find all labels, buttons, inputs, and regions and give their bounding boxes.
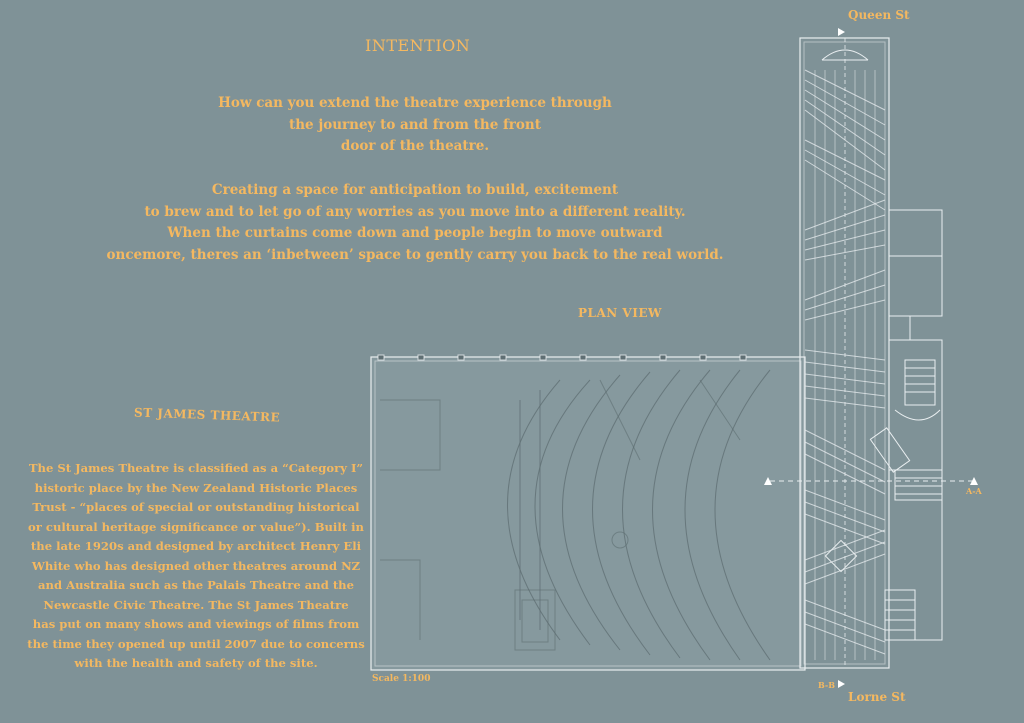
side-room-1: [889, 210, 942, 256]
intention-line: to brew and to let go of any worries as you move into a different reality.: [144, 203, 686, 220]
description-line: with the health and safety of the site.: [74, 656, 318, 670]
scale-label: Scale 1:100: [372, 674, 431, 684]
intention-line: oncemore, theres an ‘inbetween’ space to gently carry you back to the real world.: [106, 246, 724, 263]
description-line: The St James Theatre is classified as a “Category I”: [28, 461, 364, 475]
description-line: White who has designed other theatres around NZ: [31, 558, 361, 573]
description-line: has put on many shows and viewings of films from: [32, 617, 360, 631]
theatre-heading: ST JAMES THEATRE: [133, 405, 281, 425]
section-bb-label: B-B: [818, 680, 835, 690]
queen-st-label: Queen St: [848, 8, 910, 22]
description-line: or cultural heritage significance or value”). Built in: [28, 519, 364, 534]
intention-line: the journey to and from the front: [289, 116, 541, 133]
stair-2: [895, 470, 942, 500]
section-bb-arrow: [838, 680, 845, 688]
intention-line: door of the theatre.: [340, 138, 490, 154]
description-line: Trust - “places of special or outstanding historical: [32, 500, 360, 514]
section-aa-label: A-A: [966, 486, 982, 496]
intention-line: Creating a space for anticipation to build, excitement: [211, 182, 619, 198]
auditorium-outline: [371, 357, 805, 670]
description-line: Newcastle Civic Theatre. The St James Theatre: [43, 597, 349, 612]
stair-1: [905, 360, 935, 405]
description-line: the late 1920s and designed by architect Henry Eli: [30, 539, 362, 553]
description-line: historic place by the New Zealand Historic Places: [34, 480, 358, 495]
description-line: the time they opened up until 2007 due to concerns: [27, 636, 365, 651]
lorne-st-label: Lorne St: [848, 690, 906, 704]
intention-heading: INTENTION: [365, 36, 471, 55]
intention-line: When the curtains come down and people begin to move outward: [167, 225, 663, 241]
plan-view-heading: PLAN VIEW: [578, 306, 662, 320]
side-room-2: [889, 256, 942, 316]
description-line: and Australia such as the Palais Theatre and the: [38, 578, 354, 592]
intention-line: How can you extend the theatre experience through: [218, 95, 612, 111]
queen-st-arrow: [838, 28, 845, 36]
